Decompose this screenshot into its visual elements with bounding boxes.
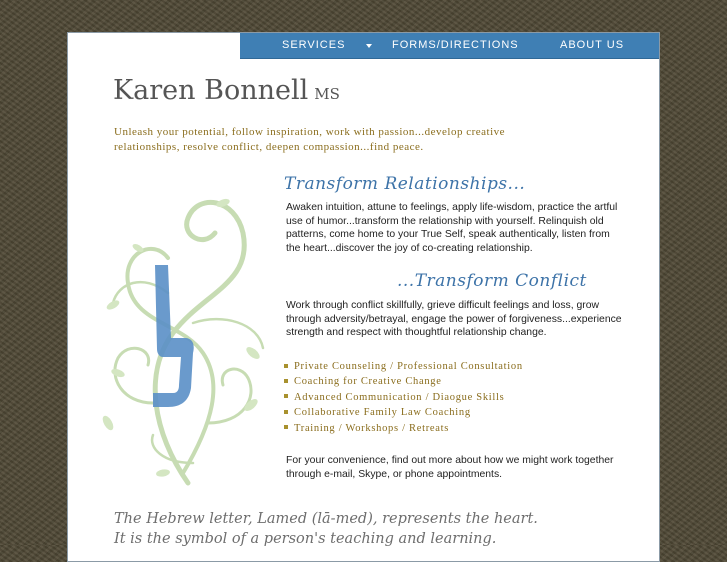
services-list xyxy=(284,359,523,436)
service-link-training[interactable]: Training / Workshops / Retreats xyxy=(284,421,523,436)
heading-transform-relationships: Transform Relationships... xyxy=(284,174,526,194)
service-link-private-counseling[interactable]: Private Counseling / Professional Consultation xyxy=(284,359,523,374)
hebrew-note-line-1: The Hebrew letter, Lamed (lā-med), represents the heart. xyxy=(114,511,538,527)
bullet-icon xyxy=(284,394,288,398)
service-link-communication[interactable]: Advanced Communication / Diaogue Skills xyxy=(284,390,523,405)
brand-credential: MS xyxy=(314,85,340,103)
hebrew-letter-note xyxy=(114,509,654,549)
conflict-paragraph: Work through conflict skillfully, grieve difficult feelings and loss, grow through adversity/betrayal, engage the power of forgiveness...experience strength and respect with thoughtful relationship change. xyxy=(286,300,622,339)
bullet-icon xyxy=(284,364,288,368)
bullet-icon xyxy=(284,410,288,414)
site-title[interactable] xyxy=(113,75,340,106)
nav-about-us[interactable]: ABOUT US xyxy=(560,39,625,51)
page-container xyxy=(67,32,660,562)
chevron-down-icon[interactable] xyxy=(366,44,372,48)
nav-services[interactable]: SERVICES xyxy=(282,39,346,51)
heading-transform-conflict: ...Transform Conflict xyxy=(397,271,587,291)
service-link-coaching[interactable]: Coaching for Creative Change xyxy=(284,374,523,389)
bullet-icon xyxy=(284,425,288,429)
nav-forms-directions[interactable]: FORMS/DIRECTIONS xyxy=(392,39,519,51)
tagline: Unleash your potential, follow inspiration, work with passion...develop creative relationships, resolve conflict, deepen compassion...find peace. xyxy=(114,126,506,153)
convenience-paragraph: For your convenience, find out more about how we might work together through e-mail, Skype, or phone appointments. xyxy=(286,455,614,480)
relationships-paragraph: Awaken intuition, attune to feelings, apply life-wisdom, practice the artful use of humor...transform the relationship with yourself. Relinquish old patterns, come home to your True Self, speak authentically, listen from the heart...discover the joy of co-creating relationship. xyxy=(286,202,618,255)
top-navigation xyxy=(240,33,660,59)
service-link-family-law[interactable]: Collaborative Family Law Coaching xyxy=(284,405,523,420)
hebrew-note-line-2: It is the symbol of a person's teaching and learning. xyxy=(114,531,497,547)
brand-name: Karen Bonnell xyxy=(113,75,309,106)
lamed-swirl-illustration xyxy=(93,173,273,493)
bullet-icon xyxy=(284,379,288,383)
